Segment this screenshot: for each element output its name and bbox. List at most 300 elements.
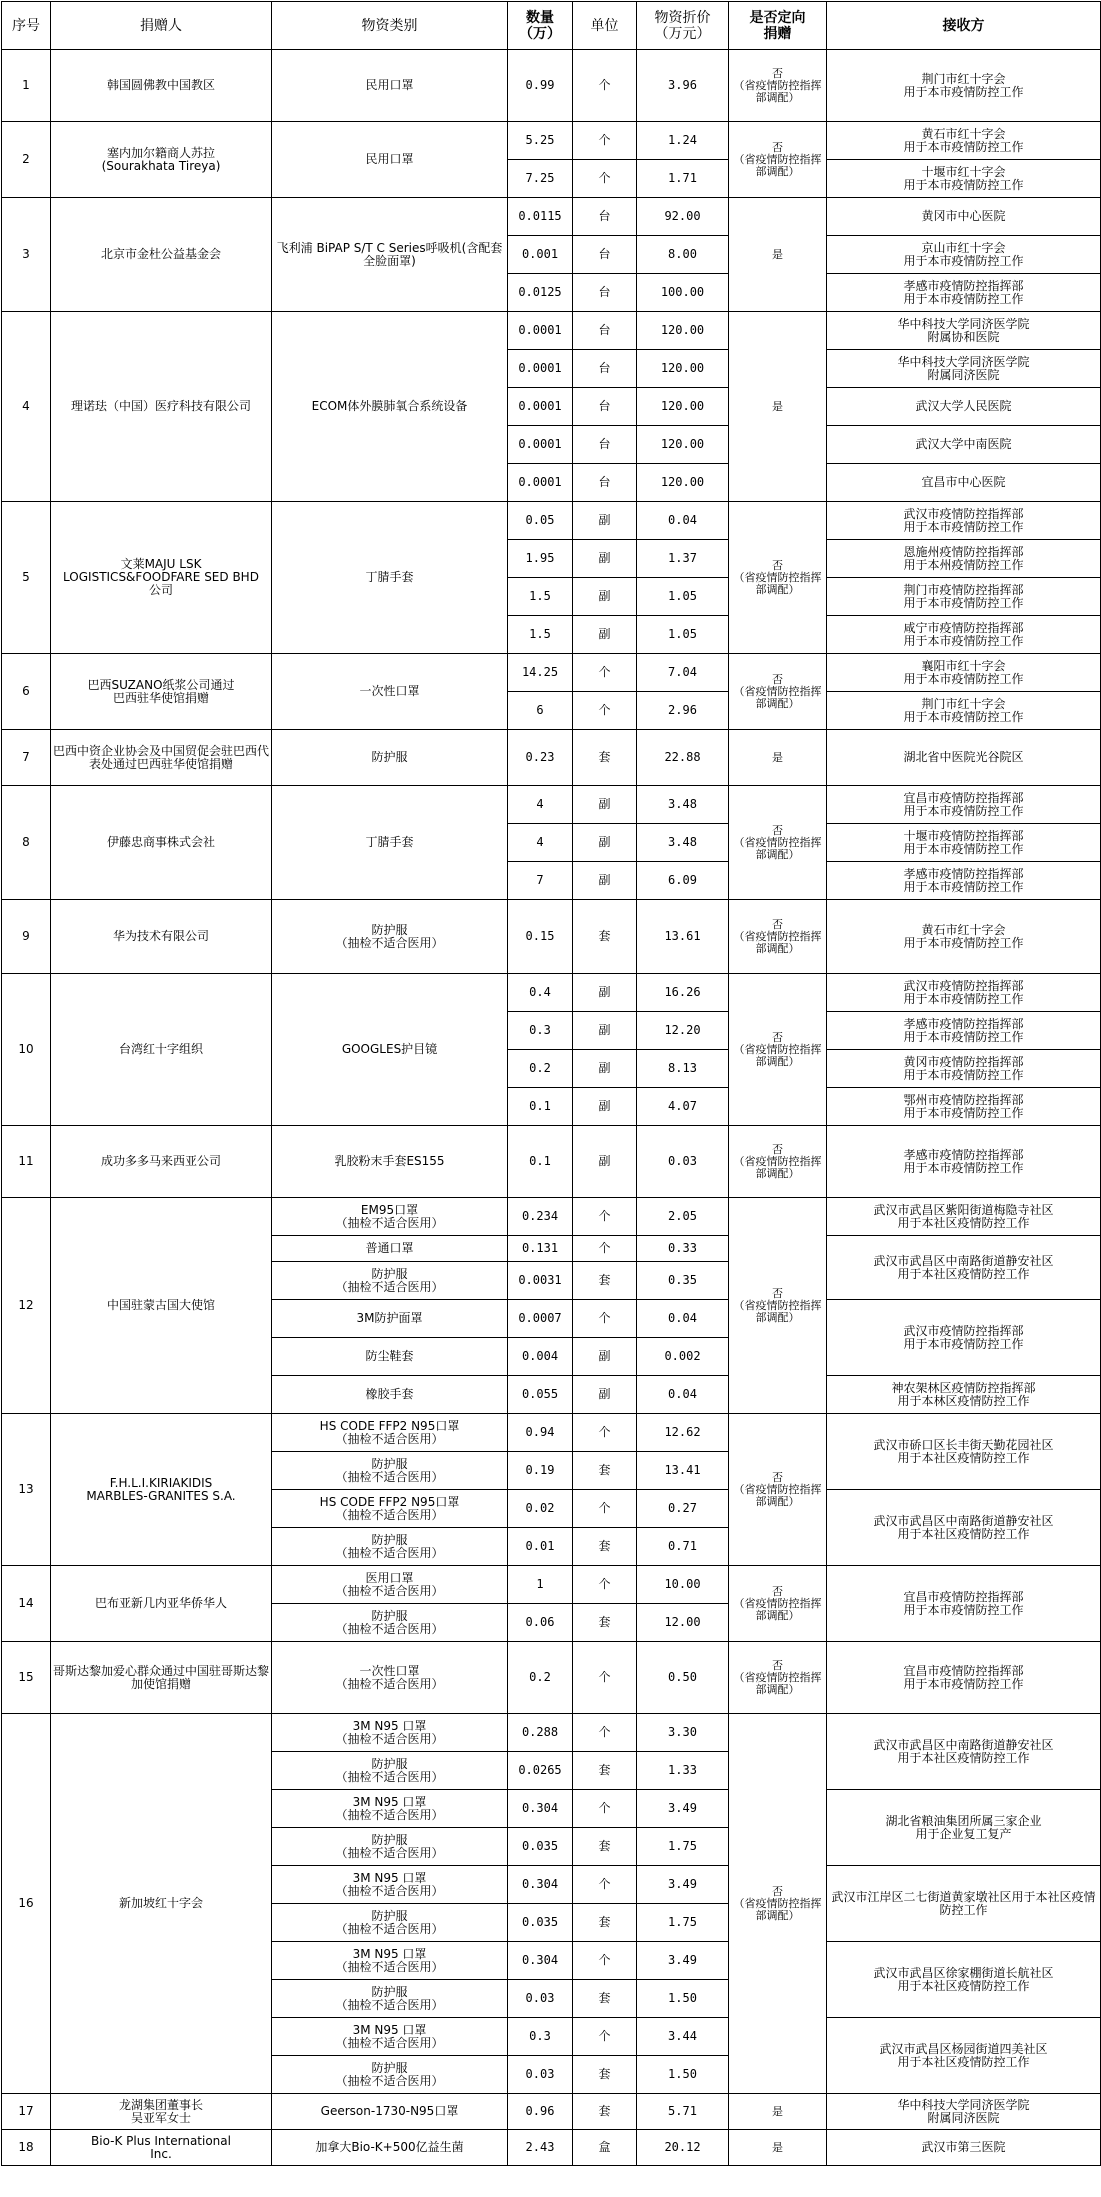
recipient-cell: 武汉大学人民医院 <box>827 388 1101 426</box>
value-cell: 100.00 <box>637 274 729 312</box>
serial-number-cell: 4 <box>2 312 51 502</box>
value-cell: 0.50 <box>637 1642 729 1714</box>
serial-number-cell: 1 <box>2 50 51 122</box>
unit-cell: 台 <box>573 426 637 464</box>
unit-cell: 套 <box>573 1452 637 1490</box>
category-cell: 橡胶手套 <box>272 1376 508 1414</box>
recipient-cell: 武汉市武昌区徐家棚街道长航社区 用于本社区疫情防控工作 <box>827 1942 1101 2018</box>
category-cell: 一次性口罩 <box>272 654 508 730</box>
recipient-cell: 荆门市疫情防控指挥部 用于本市疫情防控工作 <box>827 578 1101 616</box>
directed-cell: 否 （省疫情防控指挥部调配） <box>729 1714 827 2094</box>
quantity-cell: 0.94 <box>508 1414 573 1452</box>
unit-cell: 副 <box>573 1050 637 1088</box>
recipient-cell: 孝感市疫情防控指挥部 用于本市疫情防控工作 <box>827 274 1101 312</box>
recipient-cell: 武汉市武昌区紫阳街道梅隐寺社区 用于本社区疫情防控工作 <box>827 1198 1101 1236</box>
category-cell: 民用口罩 <box>272 122 508 198</box>
quantity-cell: 0.304 <box>508 1866 573 1904</box>
directed-cell: 否 （省疫情防控指挥部调配） <box>729 50 827 122</box>
value-cell: 120.00 <box>637 388 729 426</box>
recipient-cell: 咸宁市疫情防控指挥部 用于本市疫情防控工作 <box>827 616 1101 654</box>
unit-cell: 台 <box>573 350 637 388</box>
quantity-cell: 0.0001 <box>508 464 573 502</box>
unit-cell: 盒 <box>573 2130 637 2166</box>
donation-table-body <box>2 50 1101 2166</box>
recipient-cell: 武汉市武昌区中南路街道静安社区 用于本社区疫情防控工作 <box>827 1236 1101 1300</box>
category-cell: HS CODE FFP2 N95口罩 （抽检不适合医用） <box>272 1490 508 1528</box>
table-row <box>2 1414 1101 1452</box>
category-cell: 3M N95 口罩 （抽检不适合医用） <box>272 1866 508 1904</box>
table-row <box>2 122 1101 160</box>
serial-number-cell: 13 <box>2 1414 51 1566</box>
quantity-cell: 5.25 <box>508 122 573 160</box>
category-cell: 3M防护面罩 <box>272 1300 508 1338</box>
category-cell: 防尘鞋套 <box>272 1338 508 1376</box>
category-cell: 防护服 （抽检不适合医用） <box>272 1604 508 1642</box>
quantity-cell: 0.0115 <box>508 198 573 236</box>
recipient-cell: 武汉市武昌区中南路街道静安社区 用于本社区疫情防控工作 <box>827 1714 1101 1790</box>
serial-number-cell: 3 <box>2 198 51 312</box>
header-directed: 是否定向 捐赠 <box>729 2 827 50</box>
value-cell: 4.07 <box>637 1088 729 1126</box>
unit-cell: 套 <box>573 1904 637 1942</box>
value-cell: 1.33 <box>637 1752 729 1790</box>
unit-cell: 套 <box>573 1828 637 1866</box>
unit-cell: 个 <box>573 1236 637 1262</box>
directed-cell: 否 （省疫情防控指挥部调配） <box>729 1414 827 1566</box>
table-row <box>2 654 1101 692</box>
recipient-cell: 荆门市红十字会 用于本市疫情防控工作 <box>827 50 1101 122</box>
quantity-cell: 0.2 <box>508 1050 573 1088</box>
value-cell: 3.96 <box>637 50 729 122</box>
category-cell: 防护服 （抽检不适合医用） <box>272 1828 508 1866</box>
unit-cell: 个 <box>573 692 637 730</box>
donor-cell: 北京市金杜公益基金会 <box>51 198 272 312</box>
recipient-cell: 宜昌市中心医院 <box>827 464 1101 502</box>
header-unit: 单位 <box>573 2 637 50</box>
directed-cell: 否 （省疫情防控指挥部调配） <box>729 786 827 900</box>
value-cell: 3.49 <box>637 1866 729 1904</box>
recipient-cell: 黄石市红十字会 用于本市疫情防控工作 <box>827 122 1101 160</box>
category-cell: 防护服 （抽检不适合医用） <box>272 1752 508 1790</box>
recipient-cell: 京山市红十字会 用于本市疫情防控工作 <box>827 236 1101 274</box>
recipient-cell: 神农架林区疫情防控指挥部 用于本林区疫情防控工作 <box>827 1376 1101 1414</box>
category-cell: 乳胶粉末手套ES155 <box>272 1126 508 1198</box>
quantity-cell: 0.02 <box>508 1490 573 1528</box>
quantity-cell: 0.288 <box>508 1714 573 1752</box>
table-row <box>2 974 1101 1012</box>
table-row <box>2 1566 1101 1604</box>
table-row <box>2 1198 1101 1236</box>
table-row <box>2 1642 1101 1714</box>
donor-cell: 伊藤忠商事株式会社 <box>51 786 272 900</box>
category-cell: 防护服 （抽检不适合医用） <box>272 1528 508 1566</box>
recipient-cell: 武汉市武昌区中南路街道静安社区 用于本社区疫情防控工作 <box>827 1490 1101 1566</box>
directed-cell: 否 （省疫情防控指挥部调配） <box>729 1566 827 1642</box>
donor-cell: 华为技术有限公司 <box>51 900 272 974</box>
recipient-cell: 黄石市红十字会 用于本市疫情防控工作 <box>827 900 1101 974</box>
unit-cell: 套 <box>573 1752 637 1790</box>
category-cell: Geerson-1730-N95口罩 <box>272 2094 508 2130</box>
table-row <box>2 312 1101 350</box>
table-row <box>2 502 1101 540</box>
unit-cell: 个 <box>573 1198 637 1236</box>
unit-cell: 副 <box>573 540 637 578</box>
table-row <box>2 2130 1101 2166</box>
quantity-cell: 0.0031 <box>508 1262 573 1300</box>
quantity-cell: 0.3 <box>508 2018 573 2056</box>
category-cell: 3M N95 口罩 （抽检不适合医用） <box>272 2018 508 2056</box>
serial-number-cell: 18 <box>2 2130 51 2166</box>
category-cell: 防护服 <box>272 730 508 786</box>
donor-cell: 文莱MAJU LSK LOGISTICS&FOODFARE SED BHD 公司 <box>51 502 272 654</box>
value-cell: 6.09 <box>637 862 729 900</box>
unit-cell: 副 <box>573 862 637 900</box>
recipient-cell: 荆门市红十字会 用于本市疫情防控工作 <box>827 692 1101 730</box>
value-cell: 1.75 <box>637 1828 729 1866</box>
quantity-cell: 0.0265 <box>508 1752 573 1790</box>
donor-cell: 成功多多马来西亚公司 <box>51 1126 272 1198</box>
header-category: 物资类别 <box>272 2 508 50</box>
value-cell: 2.96 <box>637 692 729 730</box>
unit-cell: 副 <box>573 824 637 862</box>
unit-cell: 副 <box>573 502 637 540</box>
value-cell: 0.71 <box>637 1528 729 1566</box>
value-cell: 1.50 <box>637 2056 729 2094</box>
unit-cell: 套 <box>573 900 637 974</box>
serial-number-cell: 12 <box>2 1198 51 1414</box>
unit-cell: 台 <box>573 312 637 350</box>
category-cell: 3M N95 口罩 （抽检不适合医用） <box>272 1942 508 1980</box>
donor-cell: Bio-K Plus International Inc. <box>51 2130 272 2166</box>
unit-cell: 套 <box>573 1980 637 2018</box>
unit-cell: 个 <box>573 1866 637 1904</box>
category-cell: 防护服 （抽检不适合医用） <box>272 2056 508 2094</box>
unit-cell: 套 <box>573 2056 637 2094</box>
unit-cell: 副 <box>573 578 637 616</box>
table-row <box>2 198 1101 236</box>
recipient-cell: 武汉市武昌区杨园街道四美社区 用于本社区疫情防控工作 <box>827 2018 1101 2094</box>
recipient-cell: 宜昌市疫情防控指挥部 用于本市疫情防控工作 <box>827 1642 1101 1714</box>
unit-cell: 台 <box>573 236 637 274</box>
quantity-cell: 0.19 <box>508 1452 573 1490</box>
quantity-cell: 14.25 <box>508 654 573 692</box>
value-cell: 120.00 <box>637 464 729 502</box>
recipient-cell: 宜昌市疫情防控指挥部 用于本市疫情防控工作 <box>827 786 1101 824</box>
unit-cell: 副 <box>573 616 637 654</box>
unit-cell: 个 <box>573 1714 637 1752</box>
quantity-cell: 0.001 <box>508 236 573 274</box>
unit-cell: 个 <box>573 2018 637 2056</box>
donor-cell: 韩国圆佛教中国教区 <box>51 50 272 122</box>
value-cell: 3.44 <box>637 2018 729 2056</box>
recipient-cell: 宜昌市疫情防控指挥部 用于本市疫情防控工作 <box>827 1566 1101 1642</box>
directed-cell: 否 （省疫情防控指挥部调配） <box>729 1198 827 1414</box>
value-cell: 3.49 <box>637 1942 729 1980</box>
quantity-cell: 0.23 <box>508 730 573 786</box>
unit-cell: 套 <box>573 1262 637 1300</box>
unit-cell: 个 <box>573 1414 637 1452</box>
recipient-cell: 黄冈市疫情防控指挥部 用于本市疫情防控工作 <box>827 1050 1101 1088</box>
quantity-cell: 7.25 <box>508 160 573 198</box>
quantity-cell: 0.1 <box>508 1088 573 1126</box>
unit-cell: 副 <box>573 786 637 824</box>
recipient-cell: 华中科技大学同济医学院 附属同济医院 <box>827 350 1101 388</box>
recipient-cell: 十堰市红十字会 用于本市疫情防控工作 <box>827 160 1101 198</box>
quantity-cell: 0.035 <box>508 1828 573 1866</box>
category-cell: 民用口罩 <box>272 50 508 122</box>
unit-cell: 台 <box>573 274 637 312</box>
quantity-cell: 0.3 <box>508 1012 573 1050</box>
category-cell: 防护服 （抽检不适合医用） <box>272 1452 508 1490</box>
quantity-cell: 4 <box>508 824 573 862</box>
header-donor: 捐赠人 <box>51 2 272 50</box>
value-cell: 12.20 <box>637 1012 729 1050</box>
category-cell: EM95口罩 （抽检不适合医用） <box>272 1198 508 1236</box>
quantity-cell: 0.01 <box>508 1528 573 1566</box>
recipient-cell: 湖北省粮油集团所属三家企业 用于企业复工复产 <box>827 1790 1101 1866</box>
value-cell: 13.61 <box>637 900 729 974</box>
value-cell: 3.48 <box>637 786 729 824</box>
serial-number-cell: 17 <box>2 2094 51 2130</box>
serial-number-cell: 9 <box>2 900 51 974</box>
value-cell: 120.00 <box>637 312 729 350</box>
category-cell: 3M N95 口罩 （抽检不适合医用） <box>272 1790 508 1828</box>
quantity-cell: 2.43 <box>508 2130 573 2166</box>
recipient-cell: 孝感市疫情防控指挥部 用于本市疫情防控工作 <box>827 1012 1101 1050</box>
unit-cell: 副 <box>573 1126 637 1198</box>
quantity-cell: 0.234 <box>508 1198 573 1236</box>
serial-number-cell: 15 <box>2 1642 51 1714</box>
quantity-cell: 0.0001 <box>508 388 573 426</box>
donor-cell: 中国驻蒙古国大使馆 <box>51 1198 272 1414</box>
quantity-cell: 0.304 <box>508 1790 573 1828</box>
category-cell: ECOM体外膜肺氧合系统设备 <box>272 312 508 502</box>
quantity-cell: 0.99 <box>508 50 573 122</box>
serial-number-cell: 11 <box>2 1126 51 1198</box>
quantity-cell: 0.03 <box>508 2056 573 2094</box>
unit-cell: 套 <box>573 1528 637 1566</box>
unit-cell: 个 <box>573 1566 637 1604</box>
quantity-cell: 0.035 <box>508 1904 573 1942</box>
donor-cell: 龙湖集团董事长 吴亚军女士 <box>51 2094 272 2130</box>
unit-cell: 副 <box>573 1012 637 1050</box>
value-cell: 1.71 <box>637 160 729 198</box>
recipient-cell: 恩施州疫情防控指挥部 用于本州疫情防控工作 <box>827 540 1101 578</box>
quantity-cell: 0.055 <box>508 1376 573 1414</box>
table-row <box>2 1126 1101 1198</box>
unit-cell: 套 <box>573 1604 637 1642</box>
header-recipient: 接收方 <box>827 2 1101 50</box>
serial-number-cell: 2 <box>2 122 51 198</box>
category-cell: HS CODE FFP2 N95口罩 （抽检不适合医用） <box>272 1414 508 1452</box>
quantity-cell: 0.0007 <box>508 1300 573 1338</box>
directed-cell: 否 （省疫情防控指挥部调配） <box>729 1126 827 1198</box>
recipient-cell: 孝感市疫情防控指挥部 用于本市疫情防控工作 <box>827 1126 1101 1198</box>
directed-cell: 是 <box>729 730 827 786</box>
table-row <box>2 786 1101 824</box>
value-cell: 0.35 <box>637 1262 729 1300</box>
quantity-cell: 0.0125 <box>508 274 573 312</box>
value-cell: 92.00 <box>637 198 729 236</box>
value-cell: 16.26 <box>637 974 729 1012</box>
unit-cell: 个 <box>573 1642 637 1714</box>
donor-cell: 台湾红十字组织 <box>51 974 272 1126</box>
serial-number-cell: 7 <box>2 730 51 786</box>
unit-cell: 副 <box>573 1376 637 1414</box>
serial-number-cell: 5 <box>2 502 51 654</box>
value-cell: 2.05 <box>637 1198 729 1236</box>
recipient-cell: 孝感市疫情防控指挥部 用于本市疫情防控工作 <box>827 862 1101 900</box>
unit-cell: 副 <box>573 1088 637 1126</box>
value-cell: 3.48 <box>637 824 729 862</box>
serial-number-cell: 8 <box>2 786 51 900</box>
value-cell: 120.00 <box>637 426 729 464</box>
value-cell: 20.12 <box>637 2130 729 2166</box>
recipient-cell: 鄂州市疫情防控指挥部 用于本市疫情防控工作 <box>827 1088 1101 1126</box>
recipient-cell: 华中科技大学同济医学院 附属协和医院 <box>827 312 1101 350</box>
value-cell: 0.002 <box>637 1338 729 1376</box>
donation-table <box>1 1 1101 2166</box>
header-quantity: 数量 （万） <box>508 2 573 50</box>
unit-cell: 套 <box>573 2094 637 2130</box>
recipient-cell: 武汉市疫情防控指挥部 用于本市疫情防控工作 <box>827 502 1101 540</box>
donor-cell: 巴西中资企业协会及中国贸促会驻巴西代表处通过巴西驻华使馆捐赠 <box>51 730 272 786</box>
table-row <box>2 900 1101 974</box>
unit-cell: 个 <box>573 654 637 692</box>
quantity-cell: 0.004 <box>508 1338 573 1376</box>
serial-number-cell: 10 <box>2 974 51 1126</box>
donor-cell: 理诺珐（中国）医疗科技有限公司 <box>51 312 272 502</box>
value-cell: 8.00 <box>637 236 729 274</box>
value-cell: 0.04 <box>637 502 729 540</box>
unit-cell: 副 <box>573 974 637 1012</box>
table-row <box>2 2094 1101 2130</box>
value-cell: 1.05 <box>637 616 729 654</box>
category-cell: 一次性口罩 （抽检不适合医用） <box>272 1642 508 1714</box>
quantity-cell: 1.5 <box>508 578 573 616</box>
recipient-cell: 十堰市疫情防控指挥部 用于本市疫情防控工作 <box>827 824 1101 862</box>
donor-cell: 哥斯达黎加爱心群众通过中国驻哥斯达黎加使馆捐赠 <box>51 1642 272 1714</box>
directed-cell: 是 <box>729 2094 827 2130</box>
category-cell: 丁腈手套 <box>272 502 508 654</box>
quantity-cell: 0.03 <box>508 1980 573 2018</box>
value-cell: 0.04 <box>637 1376 729 1414</box>
category-cell: 防护服 （抽检不适合医用） <box>272 900 508 974</box>
quantity-cell: 0.1 <box>508 1126 573 1198</box>
value-cell: 8.13 <box>637 1050 729 1088</box>
unit-cell: 个 <box>573 160 637 198</box>
quantity-cell: 0.0001 <box>508 312 573 350</box>
value-cell: 1.24 <box>637 122 729 160</box>
category-cell: 丁腈手套 <box>272 786 508 900</box>
value-cell: 0.33 <box>637 1236 729 1262</box>
value-cell: 3.49 <box>637 1790 729 1828</box>
unit-cell: 台 <box>573 198 637 236</box>
value-cell: 13.41 <box>637 1452 729 1490</box>
unit-cell: 个 <box>573 122 637 160</box>
unit-cell: 个 <box>573 1300 637 1338</box>
table-row <box>2 1714 1101 1752</box>
value-cell: 1.50 <box>637 1980 729 2018</box>
quantity-cell: 0.96 <box>508 2094 573 2130</box>
recipient-cell: 华中科技大学同济医学院 附属同济医院 <box>827 2094 1101 2130</box>
recipient-cell: 襄阳市红十字会 用于本市疫情防控工作 <box>827 654 1101 692</box>
donor-cell: 巴西SUZANO纸浆公司通过 巴西驻华使馆捐赠 <box>51 654 272 730</box>
quantity-cell: 0.0001 <box>508 350 573 388</box>
directed-cell: 否 （省疫情防控指挥部调配） <box>729 1642 827 1714</box>
category-cell: 医用口罩 （抽检不适合医用） <box>272 1566 508 1604</box>
quantity-cell: 0.131 <box>508 1236 573 1262</box>
unit-cell: 副 <box>573 1338 637 1376</box>
value-cell: 120.00 <box>637 350 729 388</box>
recipient-cell: 武汉市硚口区长丰街天勤花园社区 用于本社区疫情防控工作 <box>827 1414 1101 1490</box>
donation-table-container <box>1 1 1101 2166</box>
value-cell: 1.75 <box>637 1904 729 1942</box>
quantity-cell: 0.0001 <box>508 426 573 464</box>
donor-cell: 新加坡红十字会 <box>51 1714 272 2094</box>
value-cell: 22.88 <box>637 730 729 786</box>
directed-cell: 否 （省疫情防控指挥部调配） <box>729 900 827 974</box>
header-value: 物资折价 （万元） <box>637 2 729 50</box>
quantity-cell: 1 <box>508 1566 573 1604</box>
directed-cell: 是 <box>729 2130 827 2166</box>
category-cell: 加拿大Bio-K+500亿益生菌 <box>272 2130 508 2166</box>
table-row <box>2 50 1101 122</box>
quantity-cell: 0.15 <box>508 900 573 974</box>
unit-cell: 个 <box>573 1942 637 1980</box>
value-cell: 1.37 <box>637 540 729 578</box>
header-serial-number: 序号 <box>2 2 51 50</box>
header-row <box>2 2 1101 50</box>
directed-cell: 否 （省疫情防控指挥部调配） <box>729 122 827 198</box>
category-cell: 普通口罩 <box>272 1236 508 1262</box>
value-cell: 0.27 <box>637 1490 729 1528</box>
table-row <box>2 730 1101 786</box>
recipient-cell: 武汉市疫情防控指挥部 用于本市疫情防控工作 <box>827 974 1101 1012</box>
directed-cell: 否 （省疫情防控指挥部调配） <box>729 974 827 1126</box>
quantity-cell: 4 <box>508 786 573 824</box>
value-cell: 3.30 <box>637 1714 729 1752</box>
category-cell: 防护服 （抽检不适合医用） <box>272 1904 508 1942</box>
value-cell: 5.71 <box>637 2094 729 2130</box>
quantity-cell: 0.05 <box>508 502 573 540</box>
quantity-cell: 0.304 <box>508 1942 573 1980</box>
recipient-cell: 武汉大学中南医院 <box>827 426 1101 464</box>
quantity-cell: 0.2 <box>508 1642 573 1714</box>
unit-cell: 台 <box>573 464 637 502</box>
unit-cell: 套 <box>573 730 637 786</box>
recipient-cell: 武汉市疫情防控指挥部 用于本市疫情防控工作 <box>827 1300 1101 1376</box>
category-cell: 防护服 （抽检不适合医用） <box>272 1980 508 2018</box>
unit-cell: 台 <box>573 388 637 426</box>
category-cell: 飞利浦 BiPAP S/T C Series呼吸机(含配套全脸面罩) <box>272 198 508 312</box>
unit-cell: 个 <box>573 50 637 122</box>
category-cell: 3M N95 口罩 （抽检不适合医用） <box>272 1714 508 1752</box>
value-cell: 7.04 <box>637 654 729 692</box>
directed-cell: 是 <box>729 312 827 502</box>
quantity-cell: 0.4 <box>508 974 573 1012</box>
directed-cell: 否 （省疫情防控指挥部调配） <box>729 654 827 730</box>
directed-cell: 是 <box>729 198 827 312</box>
donor-cell: 塞内加尔籍商人苏拉 (Sourakhata Tireya) <box>51 122 272 198</box>
recipient-cell: 黄冈市中心医院 <box>827 198 1101 236</box>
recipient-cell: 武汉市江岸区二七街道黄家墩社区用于本社区疫情防控工作 <box>827 1866 1101 1942</box>
serial-number-cell: 6 <box>2 654 51 730</box>
value-cell: 12.62 <box>637 1414 729 1452</box>
donor-cell: F.H.L.I.KIRIAKIDIS MARBLES-GRANITES S.A. <box>51 1414 272 1566</box>
serial-number-cell: 14 <box>2 1566 51 1642</box>
value-cell: 0.04 <box>637 1300 729 1338</box>
